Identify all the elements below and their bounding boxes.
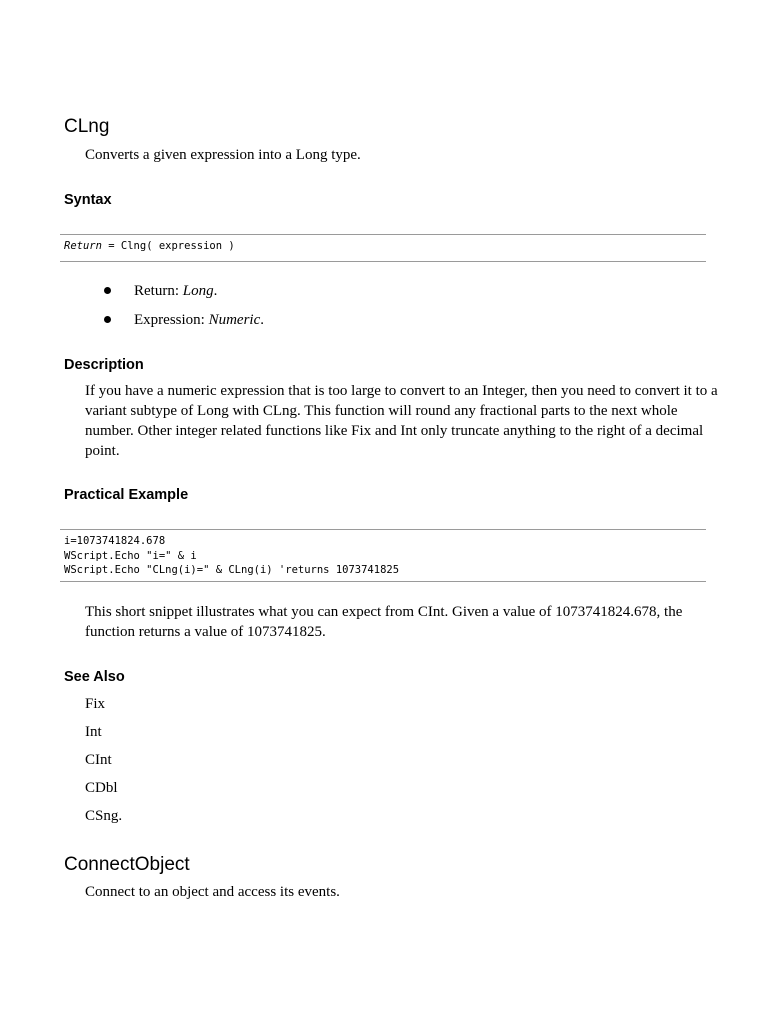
param-label: Return: xyxy=(134,283,183,299)
code-line: WScript.Echo "CLng(i)=" & CLng(i) 'returns 1073741825 xyxy=(64,564,400,576)
bullet-icon xyxy=(104,316,111,323)
param-end: . xyxy=(213,283,218,299)
param-end: . xyxy=(260,312,264,328)
clng-summary: Converts a given expression into a Long type. xyxy=(85,147,361,163)
see-also-item-fix: Fix xyxy=(85,696,106,712)
clng-title: CLng xyxy=(64,116,110,137)
description-text: If you have a numeric expression that is too large to convert to an Integer, then you need to convert it to a variant subtype of Long with CLng. This function will round any fractional parts to the next whole number. Other integer related functions like Fix and Int only truncate anything to the right of a decimal point. xyxy=(85,383,718,459)
code-line: i=1073741824.678 xyxy=(64,535,166,547)
description-heading: Description xyxy=(64,357,144,373)
example-heading: Practical Example xyxy=(64,487,189,503)
connectobject-summary: Connect to an object and access its events. xyxy=(85,884,340,900)
see-also-item-csng: CSng. xyxy=(85,808,123,824)
bullet-icon xyxy=(104,287,111,294)
syntax-heading: Syntax xyxy=(64,192,112,208)
connectobject-title: ConnectObject xyxy=(64,854,190,875)
see-also-list xyxy=(85,694,122,834)
see-also-heading: See Also xyxy=(64,669,125,685)
example-explanation: This short snippet illustrates what you can expect from CInt. Given a value of 1073741824.678, the function returns a value of 1073741825. xyxy=(85,604,683,640)
example-code-block xyxy=(60,529,706,582)
see-also-item-cint: CInt xyxy=(85,752,112,768)
param-label: Expression: xyxy=(134,312,209,328)
param-value: Long xyxy=(182,283,214,299)
code-line: WScript.Echo "i=" & i xyxy=(64,549,197,562)
see-also-item-cdbl: CDbl xyxy=(85,780,118,796)
syntax-code-block xyxy=(60,234,706,262)
see-also-item-int: Int xyxy=(85,724,102,740)
syntax-rest: = Clng( expression ) xyxy=(101,240,235,252)
syntax-return-word: Return xyxy=(64,240,102,252)
param-value: Numeric xyxy=(208,312,261,328)
